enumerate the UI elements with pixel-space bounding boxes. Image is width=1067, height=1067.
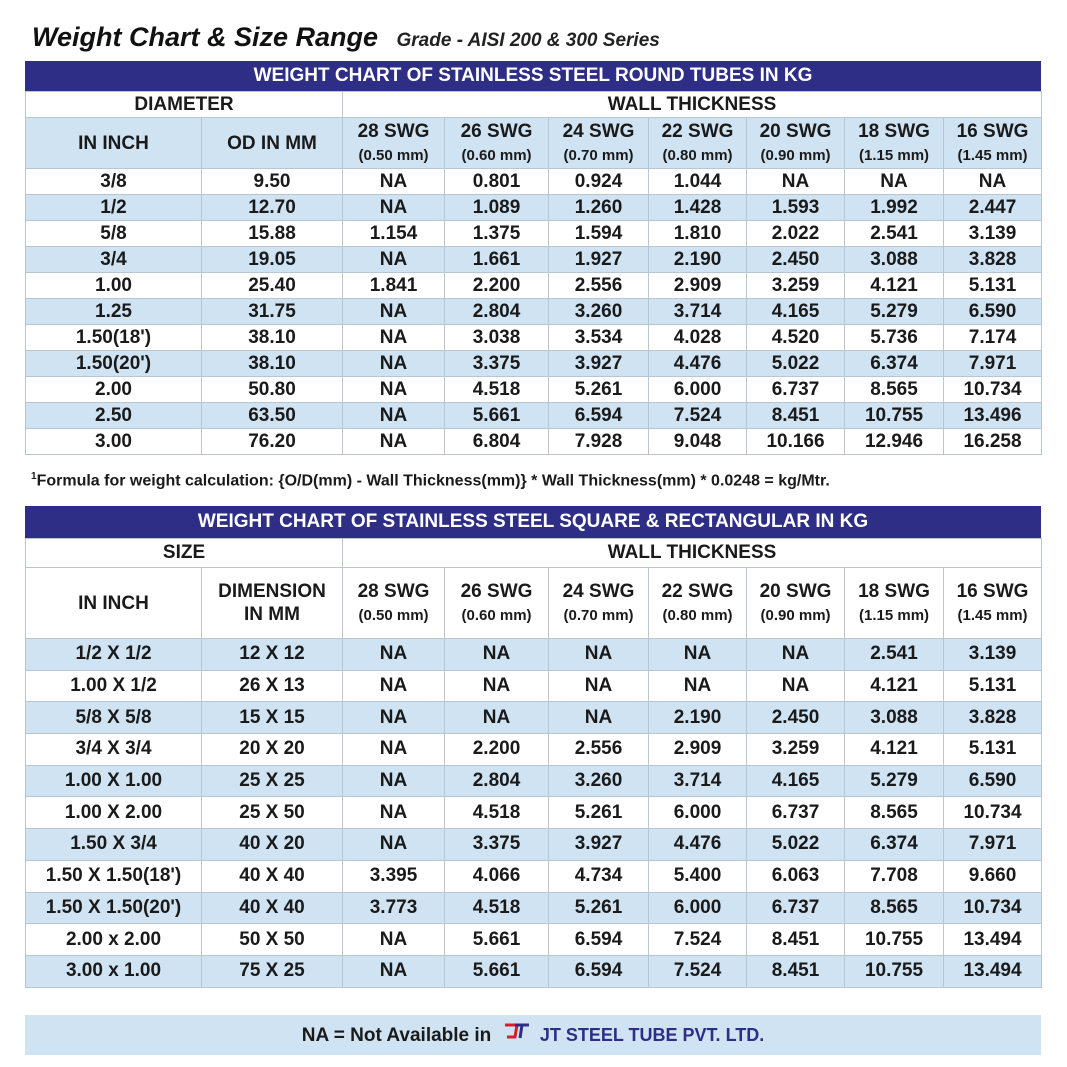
weight-cell: 8.565 — [845, 797, 944, 829]
weight-cell: 5.661 — [445, 924, 549, 956]
weight-cell: 1.593 — [747, 195, 845, 221]
size-mm-cell: 63.50 — [202, 403, 343, 429]
footnote-mark: 1 — [31, 471, 37, 482]
weight-formula — [31, 471, 830, 490]
weight-cell: 5.736 — [845, 325, 944, 351]
gauge-mm: (0.70 mm) — [563, 606, 634, 624]
size-mm-cell: 20 X 20 — [202, 734, 343, 766]
gauge-mm: (1.15 mm) — [859, 606, 930, 624]
column-header-gauge — [649, 568, 747, 639]
gauge-mm: (0.90 mm) — [760, 146, 831, 164]
size-mm-cell: 12.70 — [202, 195, 343, 221]
weight-cell: NA — [343, 670, 445, 702]
weight-cell: NA — [549, 639, 649, 671]
column-header-gauge — [845, 568, 944, 639]
page-header — [32, 22, 660, 53]
weight-cell: 5.661 — [445, 403, 549, 429]
gauge-swg: 22 SWG — [661, 580, 734, 602]
size-mm-cell: 38.10 — [202, 325, 343, 351]
size-mm-cell: 25.40 — [202, 273, 343, 299]
size-mm-cell: 12 X 12 — [202, 639, 343, 671]
weight-cell: 1.260 — [549, 195, 649, 221]
weight-cell: NA — [343, 403, 445, 429]
weight-cell: 2.200 — [445, 734, 549, 766]
table-row — [26, 169, 1042, 195]
gauge-swg: 28 SWG — [357, 120, 430, 142]
weight-cell: 2.804 — [445, 765, 549, 797]
column-header-inch: IN INCH — [26, 118, 202, 169]
weight-cell: 1.428 — [649, 195, 747, 221]
size-inch-cell: 2.50 — [26, 403, 202, 429]
weight-cell: 5.022 — [747, 829, 845, 861]
weight-cell: 6.594 — [549, 955, 649, 987]
weight-cell: NA — [445, 670, 549, 702]
weight-cell: 1.089 — [445, 195, 549, 221]
size-inch-cell: 5/8 — [26, 221, 202, 247]
weight-cell: 10.166 — [747, 429, 845, 455]
weight-cell: 3.260 — [549, 299, 649, 325]
size-mm-cell: 40 X 40 — [202, 892, 343, 924]
weight-cell: 5.261 — [549, 797, 649, 829]
weight-cell: 2.200 — [445, 273, 549, 299]
weight-cell: 3.714 — [649, 765, 747, 797]
weight-cell: 12.946 — [845, 429, 944, 455]
size-mm-cell: 50 X 50 — [202, 924, 343, 956]
weight-cell: 4.121 — [845, 734, 944, 766]
weight-cell: 4.476 — [649, 351, 747, 377]
weight-cell: 3.259 — [747, 734, 845, 766]
weight-cell: 1.992 — [845, 195, 944, 221]
weight-cell: 6.594 — [549, 924, 649, 956]
weight-cell: 6.590 — [944, 299, 1042, 325]
weight-cell: 6.000 — [649, 892, 747, 924]
weight-cell: 7.524 — [649, 924, 747, 956]
table-row — [26, 247, 1042, 273]
weight-cell: 5.131 — [944, 734, 1042, 766]
weight-cell: 7.708 — [845, 860, 944, 892]
gauge-mm: (0.50 mm) — [358, 146, 429, 164]
weight-cell: 2.022 — [747, 221, 845, 247]
weight-cell: 4.066 — [445, 860, 549, 892]
table-row — [26, 702, 1042, 734]
gauge-mm: (0.70 mm) — [563, 146, 634, 164]
size-mm-cell: 9.50 — [202, 169, 343, 195]
gauge-mm: (1.45 mm) — [957, 606, 1028, 624]
weight-cell: 13.494 — [944, 955, 1042, 987]
column-header-gauge — [445, 118, 549, 169]
table-row — [26, 403, 1042, 429]
group-header-wall-thickness: WALL THICKNESS — [343, 539, 1042, 568]
weight-cell: 4.734 — [549, 860, 649, 892]
column-header-gauge — [549, 118, 649, 169]
weight-cell: 2.541 — [845, 639, 944, 671]
weight-cell: 6.737 — [747, 892, 845, 924]
weight-cell: 2.556 — [549, 734, 649, 766]
gauge-swg: 20 SWG — [759, 580, 832, 602]
size-inch-cell: 5/8 X 5/8 — [26, 702, 202, 734]
weight-cell: 8.451 — [747, 403, 845, 429]
weight-cell: 2.541 — [845, 221, 944, 247]
weight-cell: NA — [944, 169, 1042, 195]
table-row — [26, 797, 1042, 829]
weight-cell: 13.494 — [944, 924, 1042, 956]
size-mm-cell: 50.80 — [202, 377, 343, 403]
size-mm-cell: 19.05 — [202, 247, 343, 273]
weight-cell: 1.841 — [343, 273, 445, 299]
size-inch-cell: 1.50 X 1.50(20') — [26, 892, 202, 924]
weight-cell: 5.131 — [944, 273, 1042, 299]
weight-cell: NA — [549, 702, 649, 734]
weight-cell: 6.737 — [747, 377, 845, 403]
page-subtitle: Grade - AISI 200 & 300 Series — [396, 30, 660, 51]
size-inch-cell: 3/4 X 3/4 — [26, 734, 202, 766]
weight-cell: 4.165 — [747, 765, 845, 797]
weight-cell: 6.000 — [649, 377, 747, 403]
table-row — [26, 734, 1042, 766]
gauge-swg: 28 SWG — [357, 580, 430, 602]
group-header-size: SIZE — [26, 539, 343, 568]
weight-cell: 3.088 — [845, 247, 944, 273]
gauge-swg: 18 SWG — [858, 580, 930, 602]
size-mm-cell: 15.88 — [202, 221, 343, 247]
weight-cell: 5.261 — [549, 892, 649, 924]
column-header-gauge — [747, 118, 845, 169]
table-row — [26, 955, 1042, 987]
weight-cell: NA — [343, 765, 445, 797]
weight-cell: 1.154 — [343, 221, 445, 247]
weight-cell: 8.451 — [747, 924, 845, 956]
weight-cell: 6.063 — [747, 860, 845, 892]
weight-cell: 5.131 — [944, 670, 1042, 702]
gauge-swg: 26 SWG — [460, 120, 533, 142]
weight-cell: NA — [343, 247, 445, 273]
weight-formula-text: Formula for weight calculation: {O/D(mm) - Wall Thickness(mm)} * Wall Thickness(mm) * 0.0248 = kg/Mtr. — [36, 472, 830, 490]
weight-cell: NA — [343, 351, 445, 377]
weight-cell: 6.374 — [845, 829, 944, 861]
weight-cell: NA — [343, 955, 445, 987]
gauge-swg: 20 SWG — [759, 120, 832, 142]
gauge-mm: (0.60 mm) — [461, 146, 532, 164]
gauge-mm: (0.80 mm) — [662, 146, 733, 164]
weight-cell: 1.927 — [549, 247, 649, 273]
weight-cell: 10.734 — [944, 377, 1042, 403]
size-inch-cell: 1.00 X 1.00 — [26, 765, 202, 797]
size-mm-cell: 38.10 — [202, 351, 343, 377]
table-row — [26, 429, 1042, 455]
weight-cell: 3.375 — [445, 351, 549, 377]
column-header-gauge — [845, 118, 944, 169]
table-row — [26, 325, 1042, 351]
weight-cell: NA — [747, 639, 845, 671]
size-inch-cell: 1.50 X 1.50(18') — [26, 860, 202, 892]
weight-cell: 4.121 — [845, 670, 944, 702]
dimension-label-line1: DIMENSION — [218, 581, 326, 602]
round-table-title: WEIGHT CHART OF STAINLESS STEEL ROUND TUBES IN KG — [25, 61, 1041, 91]
weight-cell: 8.451 — [747, 955, 845, 987]
square-rect-table — [25, 538, 1042, 988]
weight-cell: NA — [747, 670, 845, 702]
weight-cell: 3.927 — [549, 351, 649, 377]
weight-cell: 0.924 — [549, 169, 649, 195]
weight-cell: 4.121 — [845, 273, 944, 299]
na-note: NA = Not Available in — [301, 1025, 492, 1046]
square-table-title: WEIGHT CHART OF STAINLESS STEEL SQUARE & RECTANGULAR IN KG — [25, 506, 1041, 538]
size-inch-cell: 2.00 — [26, 377, 202, 403]
weight-cell: 3.927 — [549, 829, 649, 861]
weight-cell: 3.828 — [944, 247, 1042, 273]
weight-cell: 7.524 — [649, 403, 747, 429]
page-title: Weight Chart & Size Range — [32, 22, 379, 52]
weight-cell: 7.971 — [944, 351, 1042, 377]
weight-cell: NA — [343, 377, 445, 403]
table-row — [26, 195, 1042, 221]
weight-cell: NA — [549, 670, 649, 702]
weight-cell: NA — [649, 639, 747, 671]
weight-cell: 6.594 — [549, 403, 649, 429]
column-header-gauge — [649, 118, 747, 169]
weight-cell: 6.590 — [944, 765, 1042, 797]
size-inch-cell: 1.25 — [26, 299, 202, 325]
weight-cell: 2.909 — [649, 734, 747, 766]
weight-cell: NA — [343, 639, 445, 671]
weight-cell: 2.190 — [649, 702, 747, 734]
weight-cell: 2.447 — [944, 195, 1042, 221]
weight-cell: 10.755 — [845, 955, 944, 987]
weight-cell: 3.038 — [445, 325, 549, 351]
size-inch-cell: 3/4 — [26, 247, 202, 273]
size-mm-cell: 75 X 25 — [202, 955, 343, 987]
weight-cell: 3.828 — [944, 702, 1042, 734]
table-row — [26, 924, 1042, 956]
jt-logo-icon — [503, 1016, 531, 1056]
weight-cell: 2.909 — [649, 273, 747, 299]
weight-cell: 3.139 — [944, 639, 1042, 671]
weight-cell: NA — [445, 639, 549, 671]
weight-cell: NA — [343, 797, 445, 829]
gauge-swg: 18 SWG — [858, 120, 930, 142]
size-inch-cell: 3/8 — [26, 169, 202, 195]
column-header-gauge — [747, 568, 845, 639]
group-header-wall-thickness: WALL THICKNESS — [343, 92, 1042, 118]
column-header-gauge — [944, 568, 1042, 639]
weight-cell: NA — [747, 169, 845, 195]
size-inch-cell: 1.50(18') — [26, 325, 202, 351]
size-mm-cell: 25 X 50 — [202, 797, 343, 829]
weight-cell: 1.594 — [549, 221, 649, 247]
gauge-swg: 22 SWG — [661, 120, 734, 142]
column-header-gauge — [343, 118, 445, 169]
size-inch-cell: 1.50 X 3/4 — [26, 829, 202, 861]
weight-cell: 4.518 — [445, 377, 549, 403]
table-row — [26, 377, 1042, 403]
weight-cell: 9.048 — [649, 429, 747, 455]
weight-cell: 7.928 — [549, 429, 649, 455]
company-name: JT STEEL TUBE PVT. LTD. — [539, 1025, 765, 1045]
weight-cell: 5.022 — [747, 351, 845, 377]
size-mm-cell: 40 X 40 — [202, 860, 343, 892]
gauge-swg: 26 SWG — [460, 580, 533, 602]
table-row — [26, 273, 1042, 299]
weight-cell: 7.174 — [944, 325, 1042, 351]
table-row — [26, 829, 1042, 861]
size-inch-cell: 3.00 — [26, 429, 202, 455]
weight-cell: NA — [649, 670, 747, 702]
dimension-label-line2: IN MM — [244, 604, 300, 625]
weight-cell: 4.518 — [445, 797, 549, 829]
gauge-swg: 24 SWG — [562, 580, 635, 602]
weight-cell: 5.400 — [649, 860, 747, 892]
size-inch-cell: 2.00 x 2.00 — [26, 924, 202, 956]
table-row — [26, 860, 1042, 892]
weight-cell: NA — [343, 924, 445, 956]
table-row — [26, 892, 1042, 924]
weight-cell: 16.258 — [944, 429, 1042, 455]
column-header-gauge — [549, 568, 649, 639]
weight-cell: 13.496 — [944, 403, 1042, 429]
size-inch-cell: 1.00 — [26, 273, 202, 299]
column-header-gauge — [343, 568, 445, 639]
column-header-inch: IN INCH — [26, 568, 202, 639]
weight-cell: 1.661 — [445, 247, 549, 273]
weight-cell: NA — [343, 169, 445, 195]
gauge-mm: (1.15 mm) — [859, 146, 930, 164]
gauge-mm: (1.45 mm) — [957, 146, 1028, 164]
weight-cell: NA — [445, 702, 549, 734]
table-row — [26, 299, 1042, 325]
size-mm-cell: 26 X 13 — [202, 670, 343, 702]
weight-cell: 10.734 — [944, 892, 1042, 924]
weight-cell: 4.165 — [747, 299, 845, 325]
weight-cell: 6.737 — [747, 797, 845, 829]
weight-cell: 3.534 — [549, 325, 649, 351]
gauge-swg: 16 SWG — [956, 580, 1029, 602]
weight-cell: 3.395 — [343, 860, 445, 892]
weight-cell: 8.565 — [845, 377, 944, 403]
weight-cell: 1.810 — [649, 221, 747, 247]
size-inch-cell: 3.00 x 1.00 — [26, 955, 202, 987]
weight-cell: 5.261 — [549, 377, 649, 403]
weight-cell: 2.804 — [445, 299, 549, 325]
weight-cell: 2.450 — [747, 247, 845, 273]
table-row — [26, 351, 1042, 377]
gauge-mm: (0.60 mm) — [461, 606, 532, 624]
weight-cell: 10.755 — [845, 403, 944, 429]
weight-cell: 3.714 — [649, 299, 747, 325]
gauge-mm: (0.50 mm) — [358, 606, 429, 624]
gauge-mm: (0.80 mm) — [662, 606, 733, 624]
table-row — [26, 670, 1042, 702]
weight-cell: 4.028 — [649, 325, 747, 351]
weight-cell: 3.773 — [343, 892, 445, 924]
weight-cell: NA — [343, 429, 445, 455]
weight-cell: NA — [343, 325, 445, 351]
group-header-diameter: DIAMETER — [26, 92, 343, 118]
weight-cell: 5.279 — [845, 299, 944, 325]
weight-cell: 7.971 — [944, 829, 1042, 861]
weight-cell: 3.260 — [549, 765, 649, 797]
size-mm-cell: 40 X 20 — [202, 829, 343, 861]
size-inch-cell: 1/2 X 1/2 — [26, 639, 202, 671]
weight-cell: 4.520 — [747, 325, 845, 351]
size-inch-cell: 1.50(20') — [26, 351, 202, 377]
weight-cell: 1.044 — [649, 169, 747, 195]
weight-cell: 7.524 — [649, 955, 747, 987]
weight-cell: 5.661 — [445, 955, 549, 987]
weight-cell: NA — [845, 169, 944, 195]
weight-cell: NA — [343, 299, 445, 325]
size-inch-cell: 1/2 — [26, 195, 202, 221]
size-mm-cell: 15 X 15 — [202, 702, 343, 734]
weight-cell: NA — [343, 829, 445, 861]
weight-cell: 3.375 — [445, 829, 549, 861]
gauge-swg: 16 SWG — [956, 120, 1029, 142]
column-header-od-mm: OD IN MM — [202, 118, 343, 169]
column-header-dimension-mm — [202, 568, 343, 639]
footer-note — [25, 1015, 1041, 1055]
table-row — [26, 221, 1042, 247]
size-mm-cell: 31.75 — [202, 299, 343, 325]
column-header-gauge — [944, 118, 1042, 169]
gauge-swg: 24 SWG — [562, 120, 635, 142]
weight-cell: NA — [343, 195, 445, 221]
weight-cell: 3.259 — [747, 273, 845, 299]
weight-cell: 3.088 — [845, 702, 944, 734]
weight-cell: 6.804 — [445, 429, 549, 455]
table-row — [26, 765, 1042, 797]
weight-cell: 9.660 — [944, 860, 1042, 892]
weight-cell: 6.374 — [845, 351, 944, 377]
weight-cell: 10.734 — [944, 797, 1042, 829]
gauge-mm: (0.90 mm) — [760, 606, 831, 624]
weight-cell: 2.190 — [649, 247, 747, 273]
weight-cell: 1.375 — [445, 221, 549, 247]
size-inch-cell: 1.00 X 2.00 — [26, 797, 202, 829]
weight-cell: 4.476 — [649, 829, 747, 861]
round-tubes-table — [25, 91, 1042, 455]
size-mm-cell: 25 X 25 — [202, 765, 343, 797]
weight-cell: 5.279 — [845, 765, 944, 797]
weight-cell: NA — [343, 702, 445, 734]
table-row — [26, 639, 1042, 671]
size-mm-cell: 76.20 — [202, 429, 343, 455]
size-inch-cell: 1.00 X 1/2 — [26, 670, 202, 702]
weight-cell: 4.518 — [445, 892, 549, 924]
weight-cell: 2.556 — [549, 273, 649, 299]
column-header-gauge — [445, 568, 549, 639]
weight-cell: 0.801 — [445, 169, 549, 195]
weight-cell: 3.139 — [944, 221, 1042, 247]
weight-cell: 6.000 — [649, 797, 747, 829]
weight-cell: 8.565 — [845, 892, 944, 924]
weight-cell: 2.450 — [747, 702, 845, 734]
weight-cell: 10.755 — [845, 924, 944, 956]
weight-cell: NA — [343, 734, 445, 766]
